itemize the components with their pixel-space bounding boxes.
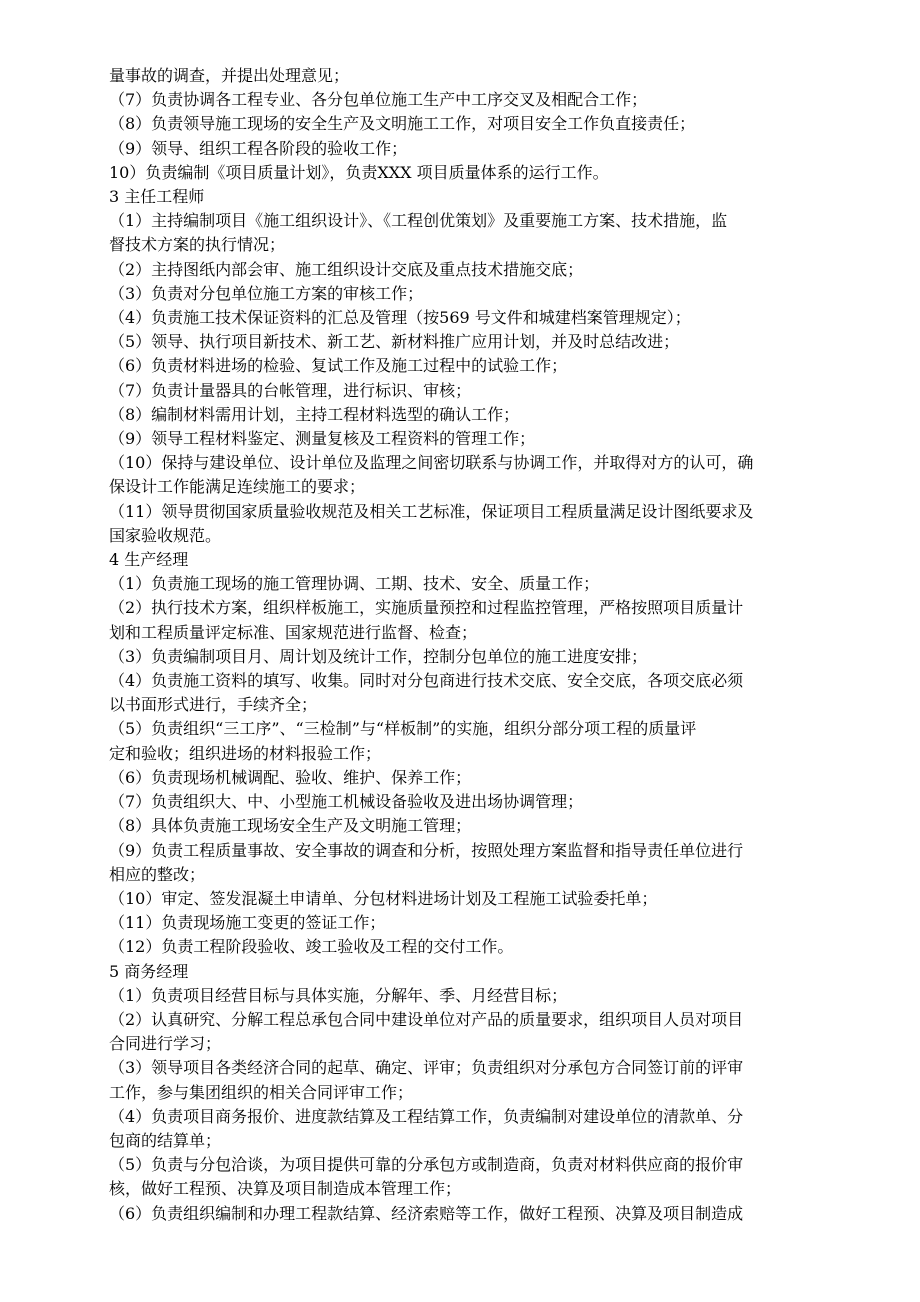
text-line: （10）审定、签发混凝土申请单、分包材料进场计划及工程施工试验委托单； (109, 888, 658, 908)
text-line: 10）负责编制《项目质量计划》，负责XXX 项目质量体系的运行工作。 (109, 162, 609, 182)
text-line: （4）负责施工资料的填写、收集。同时对分包商进行技术交底、安全交底，各项交底必须 (109, 671, 744, 691)
text-line: （11）领导贯彻国家质量验收规范及相关工艺标准，保证项目工程质量满足设计图纸要求及 (109, 501, 754, 521)
text-line: （3）领导项目各类经济合同的起草、确定、评审；负责组织对分承包方合同签订前的评审 (109, 1058, 744, 1078)
text-line: （7）负责组织大、中、小型施工机械设备验收及进出场协调管理； (109, 792, 584, 812)
text-line: 国家验收规范。 (109, 525, 222, 545)
section-heading-business-manager: 5 商务经理 (109, 961, 189, 981)
section-heading-chief-engineer: 3 主任工程师 (109, 187, 205, 207)
text-line: （4）负责施工技术保证资料的汇总及管理（按569 号文件和城建档案管理规定）； (109, 308, 691, 328)
text-line: （9）领导、组织工程各阶段的验收工作； (109, 138, 408, 158)
text-line: （3）负责对分包单位施工方案的审核工作； (109, 283, 424, 303)
text-line: （4）负责项目商务报价、进度款结算及工程结算工作，负责编制对建设单位的清款单、分 (109, 1106, 744, 1126)
text-line: （8）具体负责施工现场安全生产及文明施工管理； (109, 816, 472, 836)
text-line: （6）负责现场机械调配、验收、维护、保养工作； (109, 767, 472, 787)
text-line: （1）主持编制项目《施工组织设计》、《工程创优策划》及重要施工方案、技术措施，监 (109, 211, 728, 231)
text-line: （2）认真研究、分解工程总承包合同中建设单位对产品的质量要求，组织项目人员对项目 (109, 1009, 744, 1029)
section-heading-production-manager: 4 生产经理 (109, 550, 189, 570)
text-line: 划和工程质量评定标准、国家规范进行监督、检查； (109, 622, 478, 642)
text-line: 督技术方案的执行情况； (109, 235, 286, 255)
text-line: （6）负责组织编制和办理工程款结算、经济索赔等工作，做好工程预、决算及项目制造成 (109, 1203, 744, 1223)
text-line: （1）负责施工现场的施工管理协调、工期、技术、安全、质量工作； (109, 574, 600, 594)
text-line: （5）负责组织“三工序”、“三检制”与“样板制”的实施，组织分部分项工程的质量评 (109, 719, 697, 739)
text-line: 包商的结算单； (109, 1130, 222, 1150)
text-line: （6）负责材料进场的检验、复试工作及施工过程中的试验工作； (109, 356, 568, 376)
text-line: 以书面形式进行，手续齐全； (109, 695, 318, 715)
text-line: （2）执行技术方案，组织样板施工，实施质量预控和过程监控管理，严格按照项目质量计 (109, 598, 744, 618)
text-line: （8）负责领导施工现场的安全生产及文明施工工作，对项目安全工作负直接责任； (109, 114, 696, 134)
document-page (109, 64, 845, 1226)
text-line: （7）负责协调各工程专业、各分包单位施工生产中工序交叉及相配合工作； (109, 90, 648, 110)
text-line: （9）负责工程质量事故、安全事故的调查和分析，按照处理方案监督和指导责任单位进行 (109, 840, 744, 860)
text-line: 定和验收；组织进场的材料报验工作； (109, 743, 382, 763)
text-line: （7）负责计量器具的台帐管理，进行标识、审核； (109, 380, 472, 400)
text-line: （2）主持图纸内部会审、施工组织设计交底及重点技术措施交底； (109, 259, 584, 279)
text-line: （8）编制材料需用计划，主持工程材料选型的确认工作； (109, 404, 520, 424)
text-line: （5）负责与分包洽谈，为项目提供可靠的分承包方或制造商，负责对材料供应商的报价审 (109, 1155, 744, 1175)
text-line: （9）领导工程材料鉴定、测量复核及工程资料的管理工作； (109, 429, 536, 449)
text-line: 相应的整改； (109, 864, 206, 884)
text-line: 核，做好工程预、决算及项目制造成本管理工作； (109, 1179, 462, 1199)
text-line: （11）负责现场施工变更的签证工作； (109, 913, 386, 933)
text-line: 合同进行学习； (109, 1034, 222, 1054)
text-line: （12）负责工程阶段验收、竣工验收及工程的交付工作。 (109, 937, 514, 957)
text-line: （3）负责编制项目月、周计划及统计工作，控制分包单位的施工进度安排； (109, 646, 648, 666)
text-line: 工作，参与集团组织的相关合同评审工作； (109, 1082, 414, 1102)
text-line: （1）负责项目经营目标与具体实施，分解年、季、月经营目标； (109, 985, 568, 1005)
text-line: 量事故的调查，并提出处理意见； (109, 66, 350, 85)
text-line: 保设计工作能满足连续施工的要求； (109, 477, 366, 497)
text-line: （10）保持与建设单位、设计单位及监理之间密切联系与协调工作，并取得对方的认可，确 (109, 453, 754, 473)
text-line: （5）领导、执行项目新技术、新工艺、新材料推广应用计划，并及时总结改进； (109, 332, 680, 352)
